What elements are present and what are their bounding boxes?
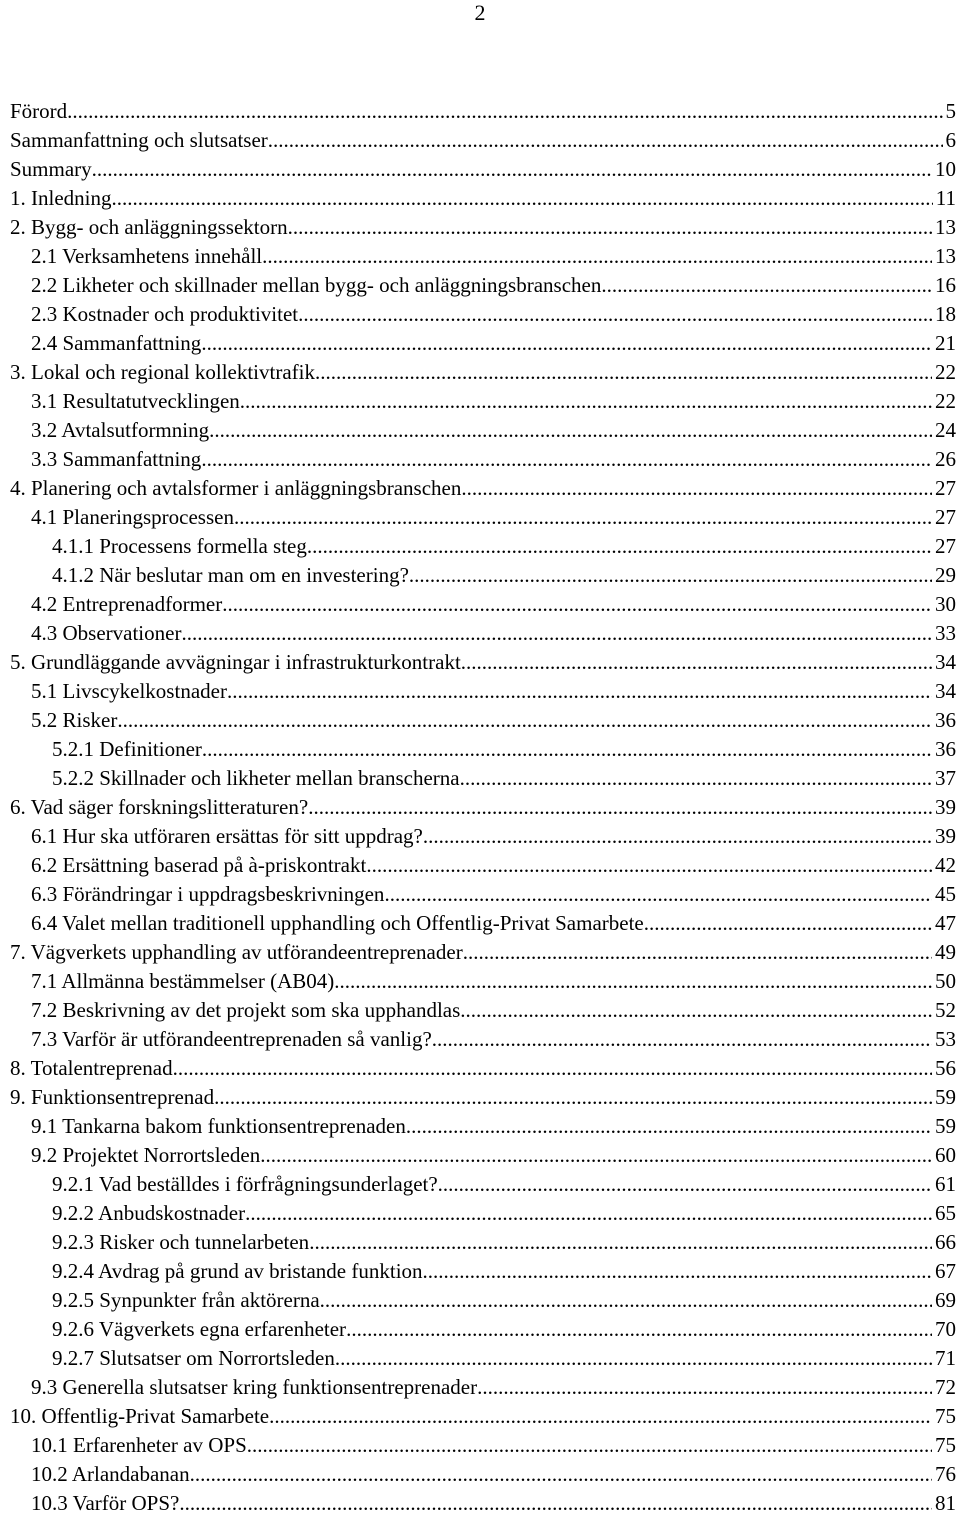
toc-entry-page-number: 27 — [935, 476, 956, 500]
toc-entry-page-number: 42 — [935, 853, 956, 877]
toc-entry-title: 9. Funktionsentreprenad — [10, 1085, 215, 1109]
toc-entry-title: 4. Planering och avtalsformer i anläggningsbranschen — [10, 476, 462, 500]
toc-dot-leader — [190, 1460, 932, 1489]
toc-entry[interactable] — [10, 358, 960, 387]
toc-entry-title: 2.1 Verksamhetens innehåll — [31, 244, 263, 268]
toc-entry[interactable] — [10, 1373, 960, 1402]
toc-entry-page-number: 59 — [935, 1114, 956, 1138]
toc-entry-title: 4.3 Observationer — [31, 621, 182, 645]
toc-dot-leader — [320, 1286, 932, 1315]
toc-entry[interactable] — [10, 97, 960, 126]
toc-entry[interactable] — [10, 619, 960, 648]
toc-entry-page-number: 22 — [935, 389, 956, 413]
toc-entry-page-number: 24 — [935, 418, 956, 442]
toc-entry-page-number: 72 — [935, 1375, 956, 1399]
toc-entry-title: 9.2.5 Synpunkter från aktörerna — [52, 1288, 320, 1312]
toc-entry-title: 7. Vägverkets upphandling av utförandeentreprenader — [10, 940, 463, 964]
toc-entry-page-number: 18 — [935, 302, 956, 326]
toc-entry-title: 4.1 Planeringsprocessen — [31, 505, 234, 529]
toc-entry-title: 5.1 Livscykelkostnader — [31, 679, 227, 703]
toc-entry-page-number: 26 — [935, 447, 956, 471]
toc-dot-leader — [463, 938, 932, 967]
toc-entry[interactable] — [10, 1315, 960, 1344]
toc-entry[interactable] — [10, 1170, 960, 1199]
toc-entry-title: 3.2 Avtalsutformning — [31, 418, 210, 442]
toc-entry[interactable] — [10, 706, 960, 735]
toc-dot-leader — [460, 764, 932, 793]
toc-entry-title: 10. Offentlig-Privat Samarbete — [10, 1404, 270, 1428]
toc-dot-leader — [409, 561, 932, 590]
toc-entry[interactable] — [10, 822, 960, 851]
toc-dot-leader — [477, 1373, 932, 1402]
toc-entry-page-number: 53 — [935, 1027, 956, 1051]
toc-entry[interactable] — [10, 764, 960, 793]
toc-dot-leader — [227, 677, 932, 706]
toc-entry-page-number: 39 — [935, 824, 956, 848]
toc-dot-leader — [111, 184, 932, 213]
toc-entry-page-number: 5 — [945, 99, 956, 123]
toc-entry-title: 6. Vad säger forskningslitteraturen? — [10, 795, 309, 819]
toc-dot-leader — [461, 474, 932, 503]
toc-entry-page-number: 49 — [935, 940, 956, 964]
toc-entry-page-number: 56 — [935, 1056, 956, 1080]
toc-entry[interactable] — [10, 1460, 960, 1489]
toc-entry-title: 5.2.2 Skillnader och likheter mellan branscherna — [52, 766, 460, 790]
toc-entry[interactable] — [10, 503, 960, 532]
toc-dot-leader — [173, 1054, 932, 1083]
toc-entry-page-number: 75 — [935, 1433, 956, 1457]
toc-dot-leader — [335, 1344, 932, 1373]
toc-entry-page-number: 36 — [935, 737, 956, 761]
toc-entry-title: 5.2.1 Definitioner — [52, 737, 202, 761]
toc-entry[interactable] — [10, 1083, 960, 1112]
toc-entry-page-number: 65 — [935, 1201, 956, 1225]
toc-entry-page-number: 39 — [935, 795, 956, 819]
toc-entry[interactable] — [10, 387, 960, 416]
toc-entry-page-number: 47 — [935, 911, 956, 935]
toc-entry-page-number: 76 — [935, 1462, 956, 1486]
toc-entry-title: Sammanfattning och slutsatser — [10, 128, 268, 152]
toc-dot-leader — [460, 996, 932, 1025]
toc-entry-title: 10.1 Erfarenheter av OPS — [31, 1433, 247, 1457]
toc-entry-page-number: 75 — [935, 1404, 956, 1428]
toc-entry-page-number: 27 — [935, 505, 956, 529]
toc-entry-page-number: 13 — [935, 215, 956, 239]
toc-entry[interactable] — [10, 1489, 960, 1518]
toc-entry[interactable] — [10, 938, 960, 967]
toc-dot-leader — [346, 1315, 932, 1344]
toc-dot-leader — [601, 271, 932, 300]
toc-entry-title: 6.4 Valet mellan traditionell upphandling och Offentlig-Privat Samarbete — [31, 911, 644, 935]
toc-dot-leader — [269, 1402, 932, 1431]
toc-entry[interactable] — [10, 1431, 960, 1460]
toc-entry-title: 9.2.4 Avdrag på grund av bristande funktion — [52, 1259, 423, 1283]
toc-entry-title: 9.2.1 Vad beställdes i förfrågningsunderlaget? — [52, 1172, 438, 1196]
toc-dot-leader — [406, 1112, 932, 1141]
toc-entry[interactable] — [10, 880, 960, 909]
toc-dot-leader — [117, 706, 932, 735]
toc-entry-page-number: 45 — [935, 882, 956, 906]
toc-entry[interactable] — [10, 1286, 960, 1315]
toc-entry-page-number: 21 — [935, 331, 956, 355]
toc-entry[interactable] — [10, 561, 960, 590]
toc-entry-title: 9.2.6 Vägverkets egna erfarenheter — [52, 1317, 347, 1341]
toc-entry-page-number: 36 — [935, 708, 956, 732]
toc-entry-title: 2.3 Kostnader och produktivitet — [31, 302, 299, 326]
toc-entry-title: 2. Bygg- och anläggningssektorn — [10, 215, 288, 239]
toc-dot-leader — [234, 503, 932, 532]
toc-dot-leader — [201, 329, 932, 358]
toc-dot-leader — [240, 387, 932, 416]
toc-entry[interactable] — [10, 793, 960, 822]
toc-entry-title: 5. Grundläggande avvägningar i infrastrukturkontrakt — [10, 650, 461, 674]
toc-entry-title: 10.2 Arlandabanan — [31, 1462, 190, 1486]
toc-entry[interactable] — [10, 1257, 960, 1286]
toc-entry-page-number: 33 — [935, 621, 956, 645]
toc-entry-title: 9.2.3 Risker och tunnelarbeten — [52, 1230, 310, 1254]
toc-entry-page-number: 11 — [935, 186, 956, 210]
toc-entry-title: 7.1 Allmänna bestämmelser (AB04) — [31, 969, 335, 993]
toc-dot-leader — [309, 1228, 932, 1257]
toc-entry-page-number: 50 — [935, 969, 956, 993]
toc-dot-leader — [334, 967, 932, 996]
toc-entry[interactable] — [10, 677, 960, 706]
toc-entry-title: 1. Inledning — [10, 186, 112, 210]
toc-entry[interactable] — [10, 271, 960, 300]
toc-entry-title: 3. Lokal och regional kollektivtrafik — [10, 360, 315, 384]
toc-dot-leader — [201, 445, 932, 474]
toc-entry-title: 7.3 Varför är utförandeentreprenaden så vanlig? — [31, 1027, 432, 1051]
toc-entry-page-number: 52 — [935, 998, 956, 1022]
toc-dot-leader — [315, 358, 932, 387]
toc-entry-title: 6.2 Ersättning baserad på à-priskontrakt — [31, 853, 367, 877]
toc-entry-title: 8. Totalentreprenad — [10, 1056, 173, 1080]
toc-entry-title: 2.2 Likheter och skillnader mellan bygg- och anläggningsbranschen — [31, 273, 602, 297]
toc-entry-title: 4.1.2 När beslutar man om en investering? — [52, 563, 409, 587]
toc-entry[interactable] — [10, 329, 960, 358]
toc-dot-leader — [423, 1257, 932, 1286]
toc-dot-leader — [222, 590, 932, 619]
toc-entry-title: 3.3 Sammanfattning — [31, 447, 202, 471]
toc-entry[interactable] — [10, 300, 960, 329]
toc-entry[interactable] — [10, 909, 960, 938]
toc-dot-leader — [209, 416, 932, 445]
toc-dot-leader — [307, 532, 932, 561]
toc-entry[interactable] — [10, 213, 960, 242]
toc-dot-leader — [262, 242, 932, 271]
toc-entry-title: 9.2.7 Slutsatser om Norrortsleden — [52, 1346, 335, 1370]
toc-entry-page-number: 27 — [935, 534, 956, 558]
toc-entry[interactable] — [10, 648, 960, 677]
toc-entry-title: 6.3 Förändringar i uppdragsbeskrivningen — [31, 882, 385, 906]
toc-dot-leader — [92, 155, 932, 184]
toc-dot-leader — [181, 619, 932, 648]
toc-dot-leader — [644, 909, 932, 938]
toc-dot-leader — [298, 300, 932, 329]
toc-dot-leader — [366, 851, 932, 880]
toc-entry[interactable] — [10, 474, 960, 503]
toc-entry[interactable] — [10, 126, 960, 155]
toc-entry[interactable] — [10, 1228, 960, 1257]
toc-entry-page-number: 16 — [935, 273, 956, 297]
toc-dot-leader — [423, 822, 932, 851]
toc-entry[interactable] — [10, 1199, 960, 1228]
toc-entry-page-number: 13 — [935, 244, 956, 268]
toc-dot-leader — [202, 735, 932, 764]
toc-entry[interactable] — [10, 532, 960, 561]
toc-entry-page-number: 6 — [945, 128, 956, 152]
toc-dot-leader — [179, 1489, 932, 1518]
toc-dot-leader — [247, 1431, 932, 1460]
toc-entry-page-number: 61 — [935, 1172, 956, 1196]
toc-entry[interactable] — [10, 1402, 960, 1431]
toc-entry-page-number: 10 — [935, 157, 956, 181]
toc-entry[interactable] — [10, 1112, 960, 1141]
toc-dot-leader — [438, 1170, 932, 1199]
toc-entry[interactable] — [10, 1054, 960, 1083]
toc-dot-leader — [461, 648, 932, 677]
toc-dot-leader — [288, 213, 932, 242]
toc-entry[interactable] — [10, 184, 960, 213]
toc-dot-leader — [268, 126, 943, 155]
page-number: 2 — [474, 0, 486, 25]
toc-entry[interactable] — [10, 242, 960, 271]
toc-entry-page-number: 70 — [935, 1317, 956, 1341]
toc-entry-title: 3.1 Resultatutvecklingen — [31, 389, 240, 413]
toc-entry-title: 9.2 Projektet Norrortsleden — [31, 1143, 261, 1167]
toc-entry-page-number: 22 — [935, 360, 956, 384]
toc-entry[interactable] — [10, 735, 960, 764]
toc-entry-page-number: 34 — [935, 679, 956, 703]
toc-entry[interactable] — [10, 996, 960, 1025]
toc-entry-title: 4.2 Entreprenadformer — [31, 592, 223, 616]
toc-entry-title: 2.4 Sammanfattning — [31, 331, 202, 355]
toc-entry-page-number: 71 — [935, 1346, 956, 1370]
toc-entry[interactable] — [10, 416, 960, 445]
toc-dot-leader — [384, 880, 932, 909]
toc-dot-leader — [67, 97, 942, 126]
toc-entry-page-number: 81 — [935, 1491, 956, 1515]
toc-dot-leader — [260, 1141, 932, 1170]
toc-entry-title: 10.3 Varför OPS? — [31, 1491, 180, 1515]
toc-entry[interactable] — [10, 967, 960, 996]
toc-entry-page-number: 34 — [935, 650, 956, 674]
toc-entry-title: 9.3 Generella slutsatser kring funktionsentreprenader — [31, 1375, 478, 1399]
toc-entry-page-number: 37 — [935, 766, 956, 790]
table-of-contents — [10, 97, 960, 1518]
toc-entry-title: 9.2.2 Anbudskostnader — [52, 1201, 246, 1225]
toc-entry-page-number: 66 — [935, 1230, 956, 1254]
toc-dot-leader — [308, 793, 932, 822]
toc-entry-title: Förord — [10, 99, 68, 123]
toc-entry-title: 5.2 Risker — [31, 708, 118, 732]
toc-dot-leader — [432, 1025, 932, 1054]
toc-entry-page-number: 59 — [935, 1085, 956, 1109]
toc-entry-page-number: 69 — [935, 1288, 956, 1312]
toc-entry[interactable] — [10, 445, 960, 474]
toc-entry[interactable] — [10, 1025, 960, 1054]
toc-entry-page-number: 67 — [935, 1259, 956, 1283]
toc-entry[interactable] — [10, 590, 960, 619]
toc-entry-page-number: 29 — [935, 563, 956, 587]
toc-entry-title: 7.2 Beskrivning av det projekt som ska upphandlas — [31, 998, 461, 1022]
toc-dot-leader — [214, 1083, 932, 1112]
toc-entry[interactable] — [10, 155, 960, 184]
toc-entry-page-number: 60 — [935, 1143, 956, 1167]
toc-dot-leader — [245, 1199, 932, 1228]
toc-entry-page-number: 30 — [935, 592, 956, 616]
toc-entry-title: 6.1 Hur ska utföraren ersättas för sitt uppdrag? — [31, 824, 423, 848]
toc-entry-title: Summary — [10, 157, 92, 181]
toc-entry[interactable] — [10, 851, 960, 880]
toc-entry-title: 9.1 Tankarna bakom funktionsentreprenaden — [31, 1114, 406, 1138]
toc-entry-title: 4.1.1 Processens formella steg — [52, 534, 307, 558]
toc-entry[interactable] — [10, 1141, 960, 1170]
toc-entry[interactable] — [10, 1344, 960, 1373]
